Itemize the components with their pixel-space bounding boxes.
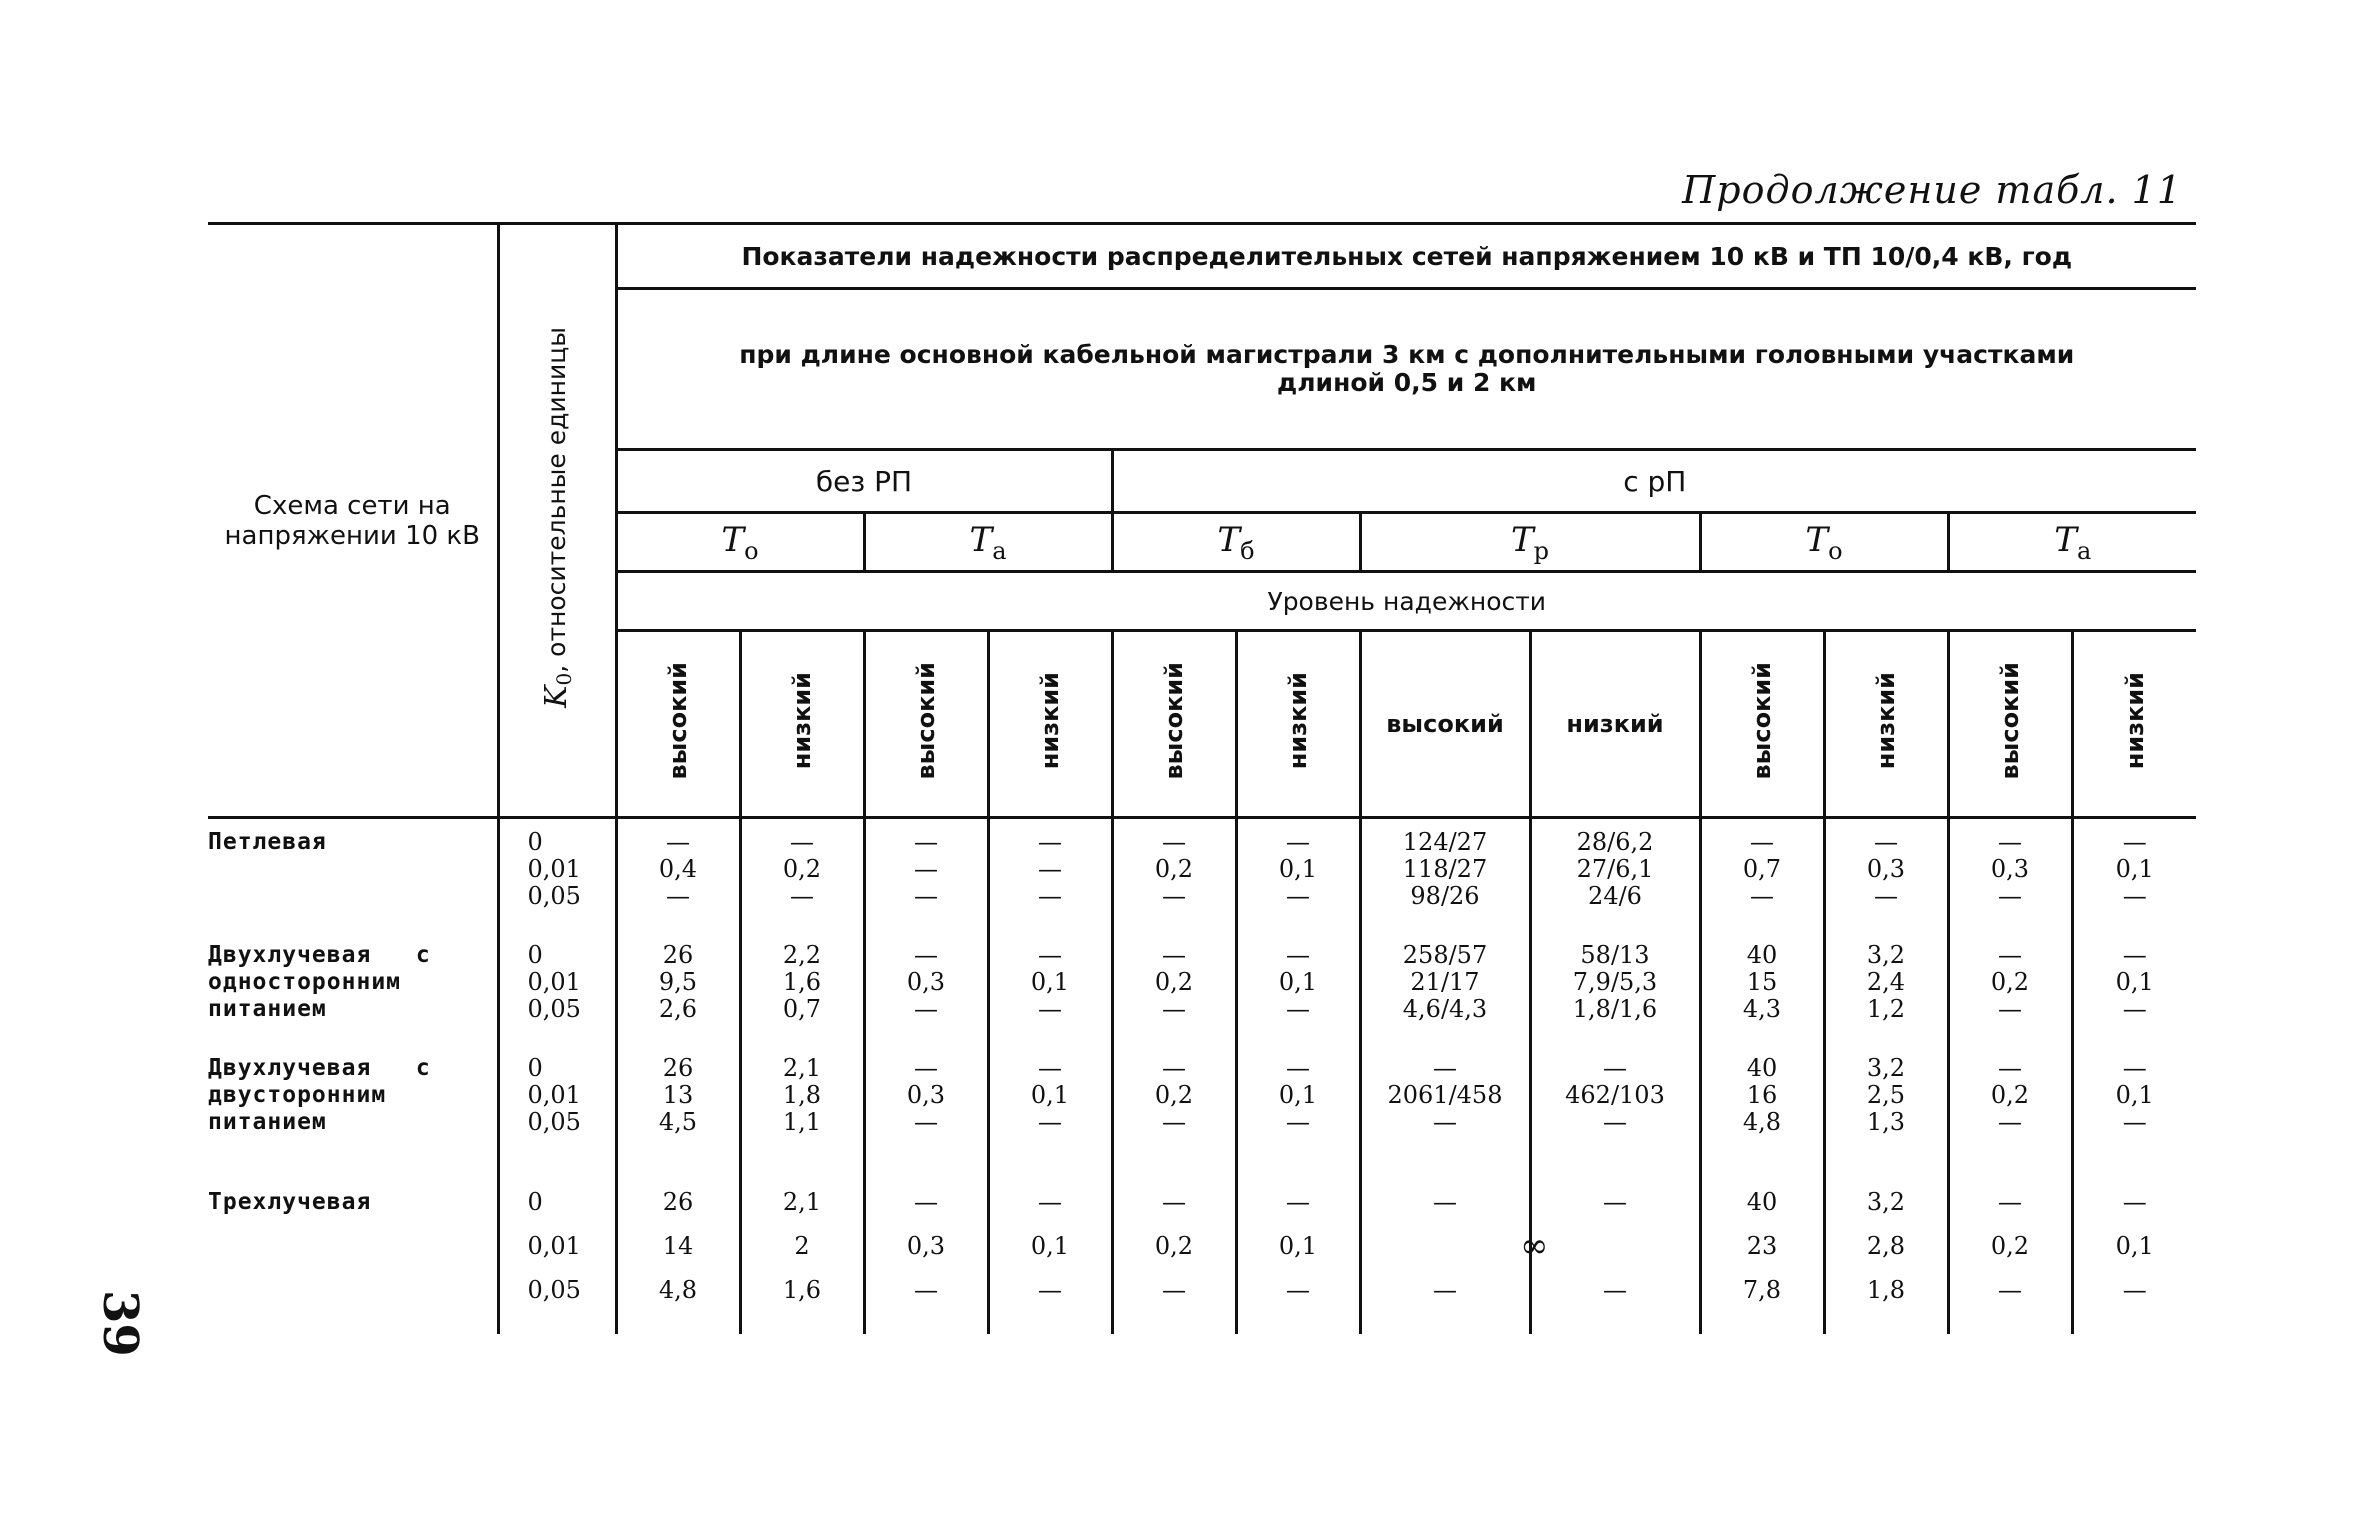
cell-value: — [1874,882,1898,910]
cell-value: — [1162,941,1186,969]
cell-value: 258/57 [1402,941,1488,969]
scheme-header: Схема сети на напряжении 10 кВ [208,224,498,818]
cell-value: — [1998,828,2022,856]
value-cell [1530,932,1700,1045]
table-caption: Продолжение табл. 11 [1682,168,2182,212]
value-cell [2072,932,2196,1045]
value-cell [740,818,864,933]
value-cell [1236,818,1360,933]
cell-value: 1,8/1,6 [1572,995,1658,1023]
cell-value: 0,3 [906,968,946,996]
value-cell [740,1045,864,1158]
infinity-value: ∞ [1520,1226,1549,1266]
cell-value: 4,8 [1742,1108,1782,1136]
k0-value: 0 [527,828,543,856]
value-cell [1700,1045,1824,1158]
t-symbol-header: $T_а$ [1948,513,2196,572]
cell-value: — [1038,1276,1062,1304]
cell-value: 0,2 [1154,1081,1194,1109]
k0-value: 0,05 [527,1108,581,1136]
value-cell [1112,932,1236,1045]
scheme-name-line: односторонним [208,969,402,995]
cell-value: 26 [662,941,694,969]
scheme-name [208,818,498,933]
cell-value: — [2122,995,2147,1023]
cell-value: — [1998,882,2022,910]
cell-value: — [2122,1188,2147,1216]
group-with-rp: с рП [1112,450,2196,513]
value-cell [988,1158,1112,1334]
cell-value: 2,4 [1866,968,1906,996]
k0-value: 0 [527,1054,543,1082]
cell-value: — [1998,1054,2022,1082]
cell-value: 118/27 [1402,855,1488,883]
cell-value: — [1433,1054,1457,1082]
cell-value: 0,1 [1030,1232,1070,1260]
reliability-level-header: Уровень надежности [616,572,2196,631]
cell-value: 0,2 [1154,855,1194,883]
cell-value: — [1038,828,1062,856]
cell-value: — [1750,828,1774,856]
cell-value: 21/17 [1410,968,1480,996]
value-cell [864,818,988,933]
cell-value: 124/27 [1402,828,1488,856]
value-cell [2072,818,2196,933]
cell-value: 0,2 [1990,968,2030,996]
k0-values [498,1045,616,1158]
k0-values [498,1158,616,1334]
cell-value: 0,1 [2115,855,2154,883]
k0-value: 0,05 [527,995,581,1023]
cell-value: — [1433,1108,1457,1136]
cell-value: — [1038,882,1062,910]
scheme-name-line: питанием [208,1109,327,1135]
table-row [208,1158,2196,1334]
table-row [208,1045,2196,1158]
cell-value: — [1998,941,2022,969]
value-cell [864,932,988,1045]
value-cell [1360,818,1530,933]
level-low-header: низкий [1530,631,1700,818]
cell-value: — [1286,995,1310,1023]
value-cell [1530,818,1700,933]
cell-value: 0,1 [2115,1081,2154,1109]
value-cell [616,932,740,1045]
value-cell [616,1158,740,1334]
cell-value: 40 [1746,1054,1778,1082]
level-low-header: низкий [740,631,864,818]
cell-value: — [2122,941,2147,969]
cell-value: 0,1 [1030,1081,1070,1109]
cell-value: — [1162,828,1186,856]
cell-value: 4,3 [1742,995,1782,1023]
cell-value: 23 [1746,1232,1778,1260]
scheme-name [208,1158,498,1334]
cell-value: — [1162,1108,1186,1136]
cell-value: 13 [662,1081,694,1109]
cell-value: 1,2 [1866,995,1906,1023]
cell-value: — [1286,1276,1310,1304]
level-high-header: высокий [864,631,988,818]
k0-value: 0,05 [527,882,581,910]
cell-value: 0,2 [1154,1232,1194,1260]
cell-value: — [666,828,690,856]
cell-value: 0,1 [1278,1081,1318,1109]
cell-value: — [2122,1276,2147,1304]
cell-value: — [1286,882,1310,910]
value-cell [1948,818,2072,933]
cell-value: 27/6,1 [1576,855,1654,883]
cell-value: — [914,1276,938,1304]
cell-value: — [1286,941,1310,969]
value-cell [1824,1045,1948,1158]
value-cell [1360,1045,1530,1158]
cell-value: 462/103 [1565,1081,1665,1109]
cell-value: 4,8 [658,1276,698,1304]
cell-value: 0,2 [782,855,822,883]
cell-value: 0,3 [906,1232,946,1260]
cell-value: — [1998,1188,2022,1216]
cell-value: 58/13 [1580,941,1650,969]
cell-value: — [914,941,938,969]
cell-value: 0,1 [1030,968,1070,996]
cell-value: — [914,882,938,910]
scheme-name [208,932,498,1045]
cell-value: 4,6/4,3 [1402,995,1488,1023]
cell-value: 1,8 [1866,1276,1906,1304]
cell-value: — [1998,1276,2022,1304]
cell-value: — [1038,995,1062,1023]
value-cell [616,818,740,933]
value-cell [988,1045,1112,1158]
t-symbol-header: $T_р$ [1360,513,1700,572]
cell-value: 1,3 [1866,1108,1906,1136]
cell-value: 0,3 [906,1081,946,1109]
t-symbol-header: $T_б$ [1112,513,1360,572]
scheme-name-line: Трехлучевая [208,1189,372,1215]
value-cell [988,932,1112,1045]
cell-value: 2,5 [1866,1081,1906,1109]
scheme-name-line: Петлевая [208,829,327,855]
cell-value: 0,4 [658,855,698,883]
cell-value: 2,1 [782,1188,822,1216]
cell-value: — [1603,1108,1627,1136]
cell-value: 15 [1746,968,1778,996]
cell-value: — [1603,1054,1627,1082]
k0-value: 0 [527,941,543,969]
level-high-header: высокий [1948,631,2072,818]
k0-value: 0,01 [527,855,581,883]
t-symbol-header: $T_о$ [616,513,864,572]
value-cell [1700,1158,1824,1334]
cell-value [1534,1224,1697,1268]
cell-value: 2,8 [1866,1232,1906,1260]
cell-value: 7,9/5,3 [1572,968,1658,996]
level-high-header: высокий [1112,631,1236,818]
value-cell [1948,1158,2072,1334]
k0-header: $K_0$, относительные единицы [498,224,616,818]
cell-value: — [1162,995,1186,1023]
cell-value: 1,6 [782,1276,822,1304]
value-cell [1824,1158,1948,1334]
cell-value: 0,7 [1742,855,1782,883]
value-cell [1530,1158,1700,1334]
cell-value: 1,8 [782,1081,822,1109]
level-high-header: высокий [1700,631,1824,818]
cell-value: — [2122,882,2147,910]
cell-value: 0,1 [1278,1232,1318,1260]
t-symbol-header: $T_о$ [1700,513,1948,572]
cell-value: 0,2 [1154,968,1194,996]
level-low-header: низкий [1824,631,1948,818]
cell-value: — [1038,1108,1062,1136]
cell-value: 0,1 [2115,1232,2154,1260]
level-low-header: низкий [2072,631,2196,818]
cell-value: 0,2 [1990,1081,2030,1109]
cell-value: — [1162,1276,1186,1304]
cell-value: — [1038,855,1062,883]
cell-value: 0,7 [782,995,822,1023]
cell-value: — [790,882,814,910]
k0-value: 0 [527,1188,543,1216]
scheme-name-line: двусторонним [208,1082,387,1108]
table-row [208,818,2196,933]
cell-value: — [1162,882,1186,910]
value-cell [864,1158,988,1334]
cell-value: — [1433,1276,1457,1304]
cell-value: 26 [662,1054,694,1082]
value-cell [1236,1045,1360,1158]
k0-value: 0,01 [527,1081,581,1109]
k0-values [498,932,616,1045]
cell-value: — [1603,1188,1627,1216]
cell-value: 2 [794,1232,810,1260]
value-cell [616,1045,740,1158]
cell-value: 0,1 [1278,855,1318,883]
cell-value: 0,2 [1990,1232,2030,1260]
cell-value: — [914,1108,938,1136]
cell-value: — [666,882,690,910]
cell-value: — [1750,882,1774,910]
level-high-header: высокий [616,631,740,818]
value-cell [1360,1158,1549,1334]
cell-value: — [1038,941,1062,969]
value-cell [2072,1045,2196,1158]
page-number: 39 [92,1290,148,1357]
cell-value: — [1162,1054,1186,1082]
cell-value: — [1286,828,1310,856]
cell-value: 7,8 [1742,1276,1782,1304]
cell-value: 4,5 [658,1108,698,1136]
cell-value: — [914,1054,938,1082]
cell-value: — [1038,1188,1062,1216]
cell-value: — [790,828,814,856]
value-cell [1236,932,1360,1045]
k0-values [498,818,616,933]
cell-value: — [1038,1054,1062,1082]
cell-value: 40 [1746,941,1778,969]
cell-value: 98/26 [1410,882,1480,910]
cell-value: 3,2 [1866,941,1906,969]
cell-value: 1,6 [782,968,822,996]
k0-value: 0,05 [527,1276,581,1304]
cell-value: — [914,1188,938,1216]
value-cell [864,1045,988,1158]
table-title: Показатели надежности распределительных сетей напряжением 10 кВ и ТП 10/0,4 кВ, год [616,224,2196,289]
table-subtitle: при длине основной кабельной магистрали 3 км с дополнительными головными участками длиной 0,5 и 2 км [616,289,2196,450]
group-without-rp: без РП [616,450,1112,513]
value-cell [1700,932,1824,1045]
cell-value: — [1162,1188,1186,1216]
cell-value: — [914,855,938,883]
value-cell [1824,818,1948,933]
cell-value: 0,3 [1866,855,1906,883]
value-cell [2072,1158,2196,1334]
cell-value: — [1286,1054,1310,1082]
value-cell [1360,932,1530,1045]
cell-value: 2061/458 [1387,1081,1503,1109]
cell-value: — [1998,1108,2022,1136]
value-cell [1530,1045,1700,1158]
value-cell [1112,1158,1236,1334]
value-cell [1112,1045,1236,1158]
reliability-table [208,222,2196,1334]
cell-value: — [914,828,938,856]
cell-value: 16 [1746,1081,1778,1109]
cell-value: — [2122,828,2147,856]
cell-value: — [2122,1108,2147,1136]
cell-value: — [1286,1188,1310,1216]
level-low-header: низкий [988,631,1112,818]
cell-value: 40 [1746,1188,1778,1216]
cell-value: — [2122,1054,2147,1082]
value-cell [740,932,864,1045]
cell-value: 3,2 [1866,1188,1906,1216]
level-low-header: низкий [1236,631,1360,818]
scheme-name-line: Двухлучевая с [208,942,431,968]
scheme-name [208,1045,498,1158]
value-cell [1824,932,1948,1045]
cell-value: — [914,995,938,1023]
level-high-header: высокий [1360,631,1530,818]
cell-value: 0,1 [1278,968,1318,996]
k0-value: 0,01 [527,1232,581,1260]
value-cell [1112,818,1236,933]
cell-value: — [1874,828,1898,856]
cell-value: 26 [662,1188,694,1216]
table-row [208,932,2196,1045]
cell-value: 1,1 [782,1108,822,1136]
cell-value: — [1286,1108,1310,1136]
cell-value: 3,2 [1866,1054,1906,1082]
cell-value: 2,6 [658,995,698,1023]
cell-value: 24/6 [1588,882,1642,910]
cell-value: — [1603,1276,1627,1304]
k0-value: 0,01 [527,968,581,996]
cell-value: 28/6,2 [1576,828,1654,856]
scheme-name-line: Двухлучевая с [208,1055,431,1081]
cell-value: 0,1 [2115,968,2154,996]
cell-value: — [1433,1188,1457,1216]
value-cell [740,1158,864,1334]
value-cell [988,818,1112,933]
cell-value: — [1998,995,2022,1023]
value-cell [1236,1158,1360,1334]
cell-value: 2,1 [782,1054,822,1082]
value-cell [1948,1045,2072,1158]
value-cell [1948,932,2072,1045]
scheme-name-line: питанием [208,996,327,1022]
cell-value: 2,2 [782,941,822,969]
value-cell [1700,818,1824,933]
t-symbol-header: $T_а$ [864,513,1112,572]
cell-value: 0,3 [1990,855,2030,883]
table-body [208,818,2196,1335]
cell-value: 9,5 [658,968,698,996]
cell-value: 14 [662,1232,694,1260]
